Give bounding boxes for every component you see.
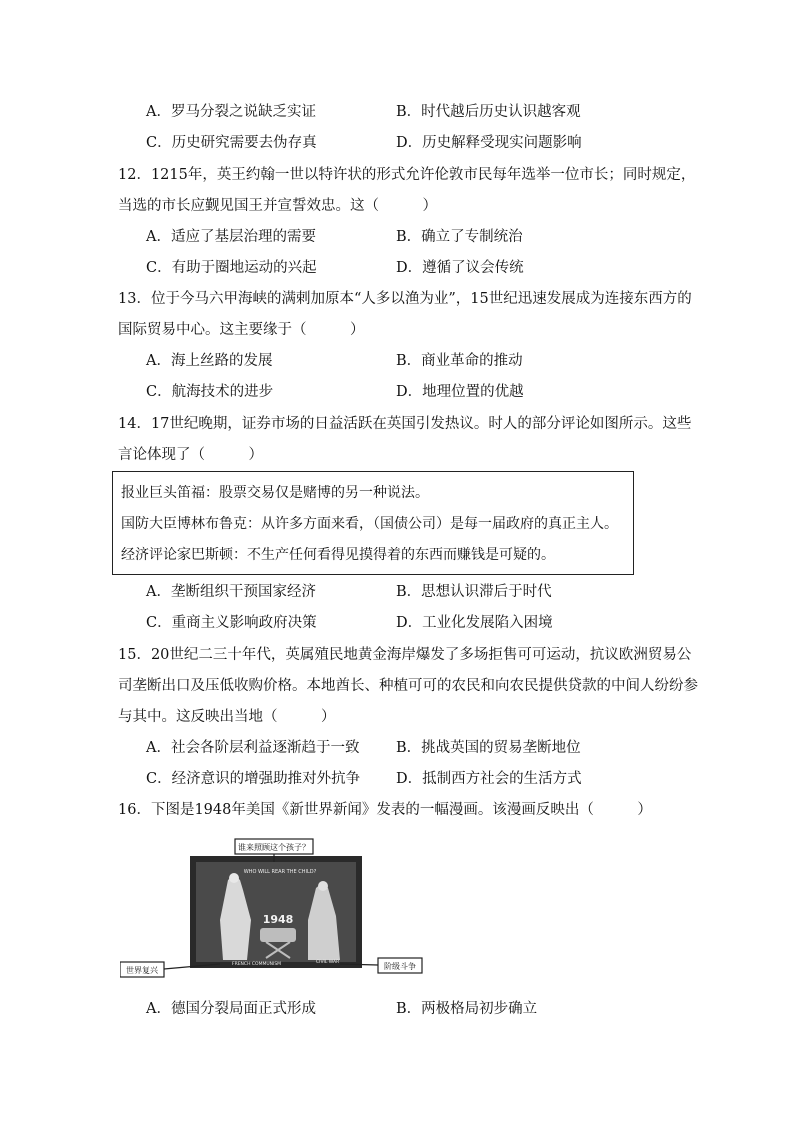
q15-option-d: D．抵制西方社会的生活方式 [396,771,582,787]
q13-option-c: C．航海技术的进步 [146,384,274,400]
q12-option-a: A．适应了基层治理的需要 [146,229,316,245]
left-label: 世界复兴 [126,966,158,975]
right-banner: CIVIL WAR [316,960,340,965]
q13-option-b: B．商业革命的推动 [396,353,523,369]
q15-stem-line-1: 15．20世纪二三十年代，英属殖民地黄金海岸爆发了多场拒售可可运动，抗议欧洲贸易公 [118,647,692,663]
cradle [260,928,296,942]
q14-option-a: A．垄断组织干预国家经济 [146,584,316,600]
q13-stem-line-2: 国际贸易中心。这主要缘于（ ） [118,322,365,338]
right-label: 阶级斗争 [384,962,416,971]
top-caption-text: 谁来照顾这个孩子？ [238,843,310,852]
q14-option-c: C．重商主义影响政府决策 [146,615,317,631]
q16-stem-line-1: 16．下图是1948年美国《新世界新闻》发表的一幅漫画。该漫画反映出（ ） [118,802,652,818]
q11-option-c: C．历史研究需要去伪存真 [146,135,317,151]
q15-option-a: A．社会各阶层利益逐渐趋于一致 [146,740,360,756]
q15-stem-line-2: 司垄断出口及压低收购价格。本地酋长、种植可可的农民和向农民提供贷款的中间人纷纷参 [118,678,698,694]
q13-option-d: D．地理位置的优越 [396,384,524,400]
q15-option-c: C．经济意识的增强助推对外抗争 [146,771,361,787]
q13-stem-line-1: 13．位于今马六甲海峡的满剌加原本“人多以渔为业”，15世纪迅速发展成为连接东西方的 [118,291,692,307]
cartoon-year: 1948 [262,913,294,926]
english-caption: WHO WILL REAR THE CHILD? [243,869,317,875]
q12-option-d: D．遵循了议会传统 [396,260,524,276]
q13-option-a: A．海上丝路的发展 [146,353,273,369]
q14-stem-line-2: 言论体现了（ ） [118,447,263,463]
q12-option-c: C．有助于圈地运动的兴起 [146,260,317,276]
q14-stem-line-1: 14．17世纪晚期，证券市场的日益活跃在英国引发热议。时人的部分评论如图所示。这些 [118,416,692,432]
left-banner: FRENCH COMMUNISM [232,962,282,967]
q14-quote-baston: 经济评论家巴斯顿：不生产任何看得见摸得着的东西而赚钱是可疑的。 [121,547,555,563]
q14-quote-box [112,471,634,575]
q15-option-b: B．挑战英国的贸易垄断地位 [396,740,581,756]
q12-stem-line-1: 12．1215年，英王约翰一世以特许状的形式允许伦敦市民每年选举一位市长；同时规定， [118,167,696,183]
q12-option-b: B．确立了专制统治 [396,229,523,245]
left-figure-head [229,873,239,883]
q11-option-a: A．罗马分裂之说缺乏实证 [146,104,316,120]
q14-quote-defoe: 报业巨头笛福：股票交易仅是赌博的另一种说法。 [121,485,429,501]
q14-option-b: B．思想认识滞后于时代 [396,584,552,600]
q16-option-b: B．两极格局初步确立 [396,1001,538,1017]
q14-quote-bolingbroke: 国防大臣博林布鲁克：从许多方面来看，（国债公司）是每一届政府的真正主人。 [121,516,618,532]
q11-option-b: B．时代越后历史认识越客观 [396,104,581,120]
right-figure-head [318,881,328,891]
q16-option-a: A．德国分裂局面正式形成 [146,1001,316,1017]
cartoon-1948 [120,836,440,981]
q14-option-d: D．工业化发展陷入困境 [396,615,553,631]
q11-option-d: D．历史解释受现实问题影响 [396,135,582,151]
q12-stem-line-2: 当选的市长应觐见国王并宣誓效忠。这（ ） [118,198,437,214]
q15-stem-line-3: 与其中。这反映出当地（ ） [118,709,336,725]
